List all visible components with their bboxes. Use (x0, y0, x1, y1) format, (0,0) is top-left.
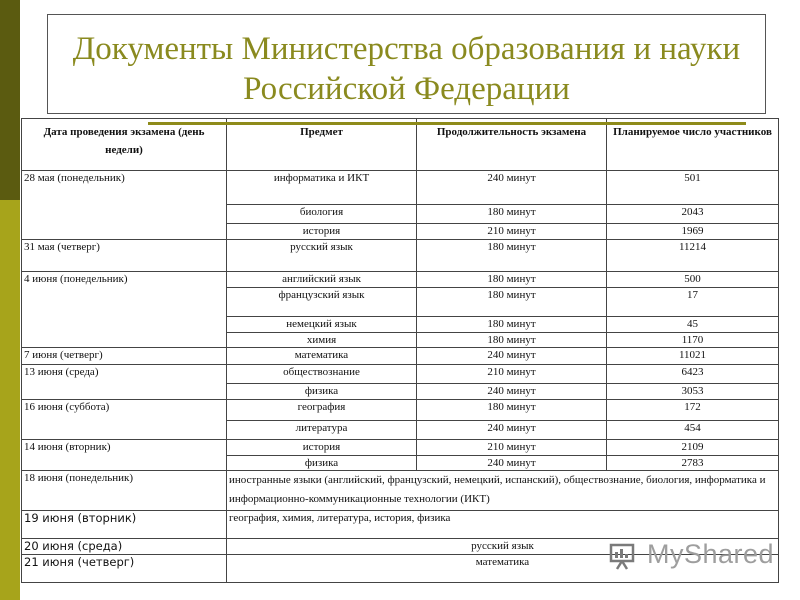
presentation-board-icon (607, 539, 639, 571)
subjects-list-cell: география, химия, литература, история, физика (227, 511, 779, 539)
count-cell: 501 (607, 171, 779, 205)
table-row (22, 272, 779, 288)
duration-cell: 180 минут (417, 333, 607, 348)
subject-cell: биология (227, 205, 417, 224)
header-date: Дата проведения экзамена (день недели) (22, 119, 227, 171)
subject-cell: география (227, 400, 417, 421)
date-cell: 16 июня (суббота) (22, 400, 227, 440)
date-cell: 14 июня (вторник) (22, 440, 227, 471)
date-cell: 28 мая (понедельник) (22, 171, 227, 240)
table-row (22, 171, 779, 205)
watermark (607, 537, 777, 577)
count-cell: 1170 (607, 333, 779, 348)
header-subject: Предмет (227, 119, 417, 171)
table-row (22, 240, 779, 272)
subject-cell: химия (227, 333, 417, 348)
subject-cell: русский язык (227, 240, 417, 272)
count-cell: 45 (607, 317, 779, 333)
table-row (22, 511, 779, 539)
duration-cell: 180 минут (417, 272, 607, 288)
slide-title: Документы Министерства образования и науки Российской Федерации (72, 31, 741, 107)
duration-cell: 240 минут (417, 456, 607, 471)
date-cell: 7 июня (четверг) (22, 348, 227, 365)
subjects-list-cell: математика (227, 555, 779, 583)
subjects-list-cell: русский язык (227, 539, 779, 555)
exam-schedule-table (21, 118, 779, 583)
date-cell: 4 июня (понедельник) (22, 272, 227, 348)
date-cell: 20 июня (среда) (22, 539, 227, 555)
date-cell: 19 июня (вторник) (22, 511, 227, 539)
subject-cell: немецкий язык (227, 317, 417, 333)
subject-cell: математика (227, 348, 417, 365)
count-cell: 2043 (607, 205, 779, 224)
table-row (22, 400, 779, 421)
count-cell: 2109 (607, 440, 779, 456)
count-cell: 2783 (607, 456, 779, 471)
duration-cell: 210 минут (417, 365, 607, 384)
side-accent-light (0, 200, 20, 600)
header-duration: Продолжительность экзамена (417, 119, 607, 171)
side-accent-dark (0, 0, 20, 200)
count-cell: 6423 (607, 365, 779, 384)
subject-cell: история (227, 440, 417, 456)
subject-cell: информатика и ИКТ (227, 171, 417, 205)
duration-cell: 180 минут (417, 317, 607, 333)
date-cell: 13 июня (среда) (22, 365, 227, 400)
count-cell: 172 (607, 400, 779, 421)
subject-cell: физика (227, 456, 417, 471)
table-row (22, 365, 779, 384)
duration-cell: 180 минут (417, 400, 607, 421)
duration-cell: 210 минут (417, 224, 607, 240)
count-cell: 1969 (607, 224, 779, 240)
duration-cell: 240 минут (417, 171, 607, 205)
title-box (47, 14, 766, 114)
count-cell: 500 (607, 272, 779, 288)
date-cell: 31 мая (четверг) (22, 240, 227, 272)
subject-cell: обществознание (227, 365, 417, 384)
table-row (22, 471, 779, 511)
subject-cell: физика (227, 384, 417, 400)
duration-cell: 180 минут (417, 205, 607, 224)
duration-cell: 240 минут (417, 348, 607, 365)
title-underline (148, 122, 746, 125)
count-cell: 11021 (607, 348, 779, 365)
duration-cell: 180 минут (417, 288, 607, 317)
header-participants: Планируемое число участников (607, 119, 779, 171)
date-cell: 18 июня (понедельник) (22, 471, 227, 511)
subject-cell: литература (227, 421, 417, 440)
date-cell: 21 июня (четверг) (22, 555, 227, 583)
duration-cell: 240 минут (417, 421, 607, 440)
count-cell: 454 (607, 421, 779, 440)
table-row (22, 348, 779, 365)
subject-cell: история (227, 224, 417, 240)
count-cell: 17 (607, 288, 779, 317)
count-cell: 3053 (607, 384, 779, 400)
count-cell: 11214 (607, 240, 779, 272)
subjects-list-cell: иностранные языки (английский, французский, немецкий, испанский), обществознание, биология, информатика и информационно-коммуникационные технологии (ИКТ) (227, 471, 779, 511)
header-row (22, 119, 779, 171)
watermark-text: MyShared (647, 539, 775, 569)
table-row (22, 440, 779, 456)
duration-cell: 210 минут (417, 440, 607, 456)
subject-cell: французский язык (227, 288, 417, 317)
duration-cell: 180 минут (417, 240, 607, 272)
duration-cell: 240 минут (417, 384, 607, 400)
subject-cell: английский язык (227, 272, 417, 288)
